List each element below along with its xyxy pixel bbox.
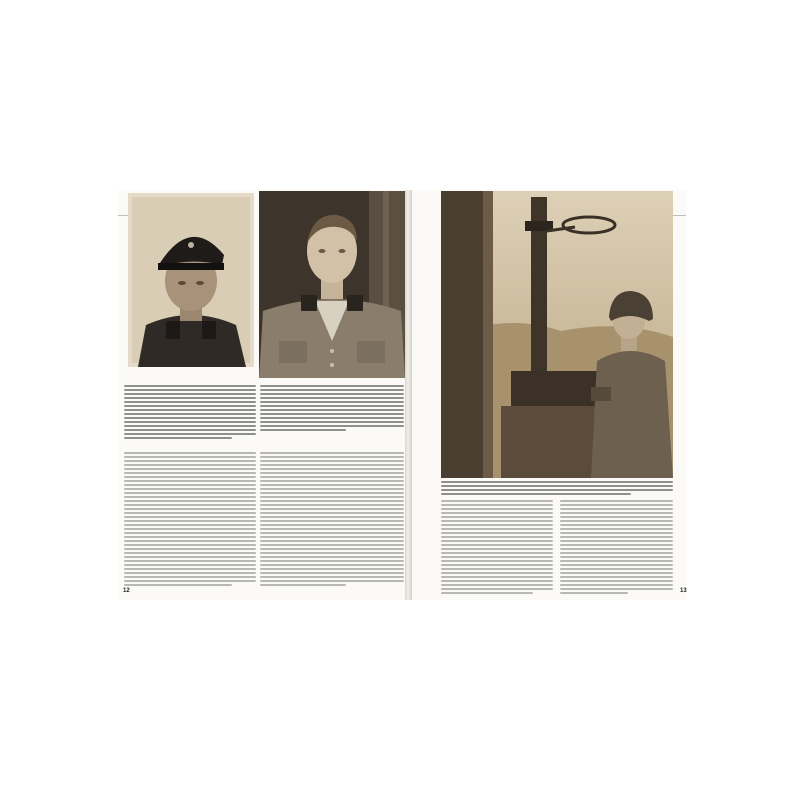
left-page-body-column-1 — [124, 452, 256, 588]
caption-photo-3 — [441, 481, 673, 497]
right-page-number: 13 — [680, 588, 687, 594]
portrait-photo-cap-officer — [128, 193, 254, 367]
caption-photo-2 — [260, 385, 404, 433]
right-page-body-column-1 — [441, 500, 553, 596]
portrait-photo-young-officer — [259, 191, 405, 378]
right-margin-rule — [672, 215, 686, 216]
left-page-number: 12 — [123, 588, 130, 594]
left-page-body-column-2 — [260, 452, 404, 588]
caption-photo-1 — [124, 385, 256, 441]
book-gutter — [405, 190, 412, 600]
left-margin-rule — [118, 215, 128, 216]
right-page-body-column-2 — [560, 500, 673, 596]
photo-soldier-with-machine-gun — [441, 191, 673, 478]
